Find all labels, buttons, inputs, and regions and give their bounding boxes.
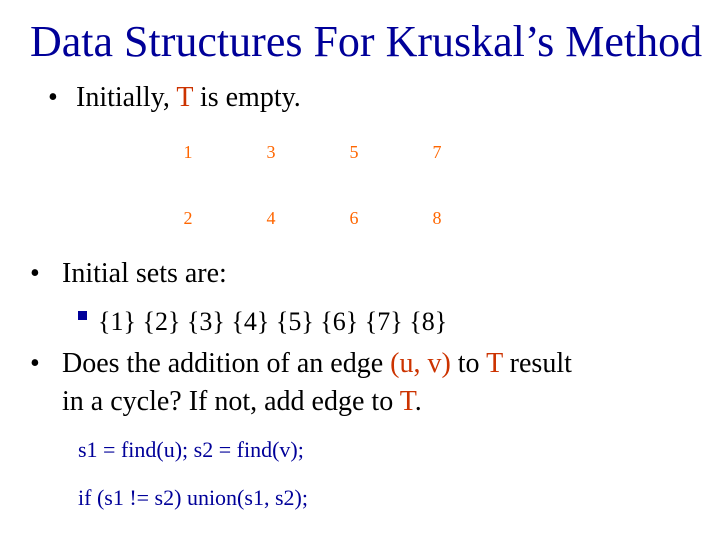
tree-symbol: T bbox=[399, 386, 415, 417]
edge-symbol: (u, v) bbox=[390, 348, 451, 379]
bullet-text: to bbox=[450, 348, 487, 379]
node-label: 8 bbox=[432, 208, 442, 228]
code-line-union: if (s1 != s2) union(s1, s2); bbox=[78, 485, 308, 510]
bullet-text: in a cycle? If not, add edge to bbox=[62, 386, 400, 417]
node-label: 7 bbox=[432, 142, 442, 162]
bullet-text: . bbox=[414, 386, 422, 417]
node-label: 6 bbox=[349, 208, 359, 228]
bullet-cycle-question-line1 bbox=[62, 346, 572, 382]
node-label: 1 bbox=[183, 142, 193, 162]
bullet-text: Does the addition of an edge bbox=[62, 348, 391, 379]
node-label: 2 bbox=[183, 208, 193, 228]
node-label: 5 bbox=[349, 142, 359, 162]
bullet-marker: • bbox=[30, 258, 40, 289]
square-bullet-icon bbox=[78, 311, 87, 320]
code-line-find: s1 = find(u); s2 = find(v); bbox=[78, 437, 304, 462]
bullet-text: is empty. bbox=[192, 82, 301, 113]
tree-symbol: T bbox=[486, 348, 503, 379]
bullet-text: result bbox=[502, 348, 572, 379]
bullet-text: Initially, bbox=[76, 82, 177, 113]
bullet-marker: • bbox=[48, 82, 58, 113]
sub-bullet-sets: {1} {2} {3} {4} {5} {6} {7} {8} bbox=[98, 307, 448, 336]
bullet-initially bbox=[76, 80, 301, 116]
tree-symbol: T bbox=[176, 82, 193, 113]
bullet-initial-sets: Initial sets are: bbox=[62, 258, 227, 289]
node-label: 4 bbox=[266, 208, 276, 228]
node-label: 3 bbox=[266, 142, 276, 162]
bullet-cycle-question-line2 bbox=[62, 384, 422, 420]
slide-title: Data Structures For Kruskal’s Method bbox=[30, 17, 703, 66]
bullet-marker: • bbox=[30, 348, 40, 379]
